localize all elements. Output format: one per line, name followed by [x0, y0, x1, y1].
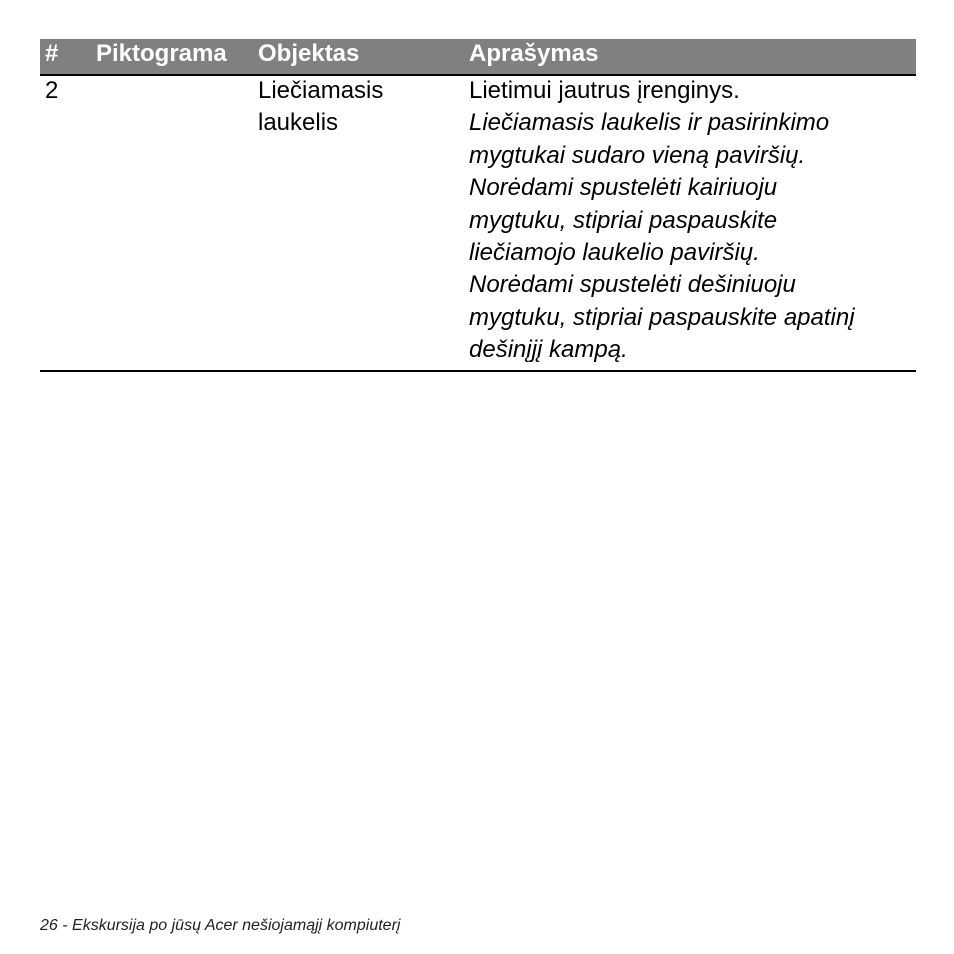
description-italic-line-3: Norėdami spustelėti kairiuoju [469, 174, 778, 202]
description-italic-line-5: liečiamojo laukelio paviršių. [469, 239, 760, 267]
page-footer: 26 - Ekskursija po jūsų Acer nešiojamąjį kompiuterį [40, 917, 401, 934]
object-line-2: laukelis [258, 109, 339, 137]
table-header-row [40, 39, 916, 76]
description-italic-line-4: mygtuku, stipriai paspauskite [469, 206, 778, 234]
row-description [469, 75, 916, 367]
header-icon: Piktograma [96, 40, 227, 67]
row-number: 2 [45, 77, 59, 104]
description-italic-line-1: Liečiamasis laukelis ir pasirinkimo [469, 109, 830, 137]
description-italic-line-8: dešinįjį kampą. [469, 336, 628, 364]
table-row [40, 76, 916, 372]
header-number: # [45, 40, 59, 67]
description-main: Lietimui jautrus įrenginys. [469, 77, 740, 104]
description-italic-line-6: Norėdami spustelėti dešiniuoju [469, 271, 796, 299]
object-line-1: Liečiamasis [258, 77, 384, 104]
description-italic-line-7: mygtuku, stipriai paspauskite apatinį [469, 303, 855, 331]
row-object [258, 75, 383, 140]
description-italic-line-2: mygtukai sudaro vieną paviršių. [469, 141, 806, 169]
components-table [40, 39, 916, 372]
header-description: Aprašymas [469, 40, 599, 67]
header-object: Objektas [258, 40, 360, 67]
